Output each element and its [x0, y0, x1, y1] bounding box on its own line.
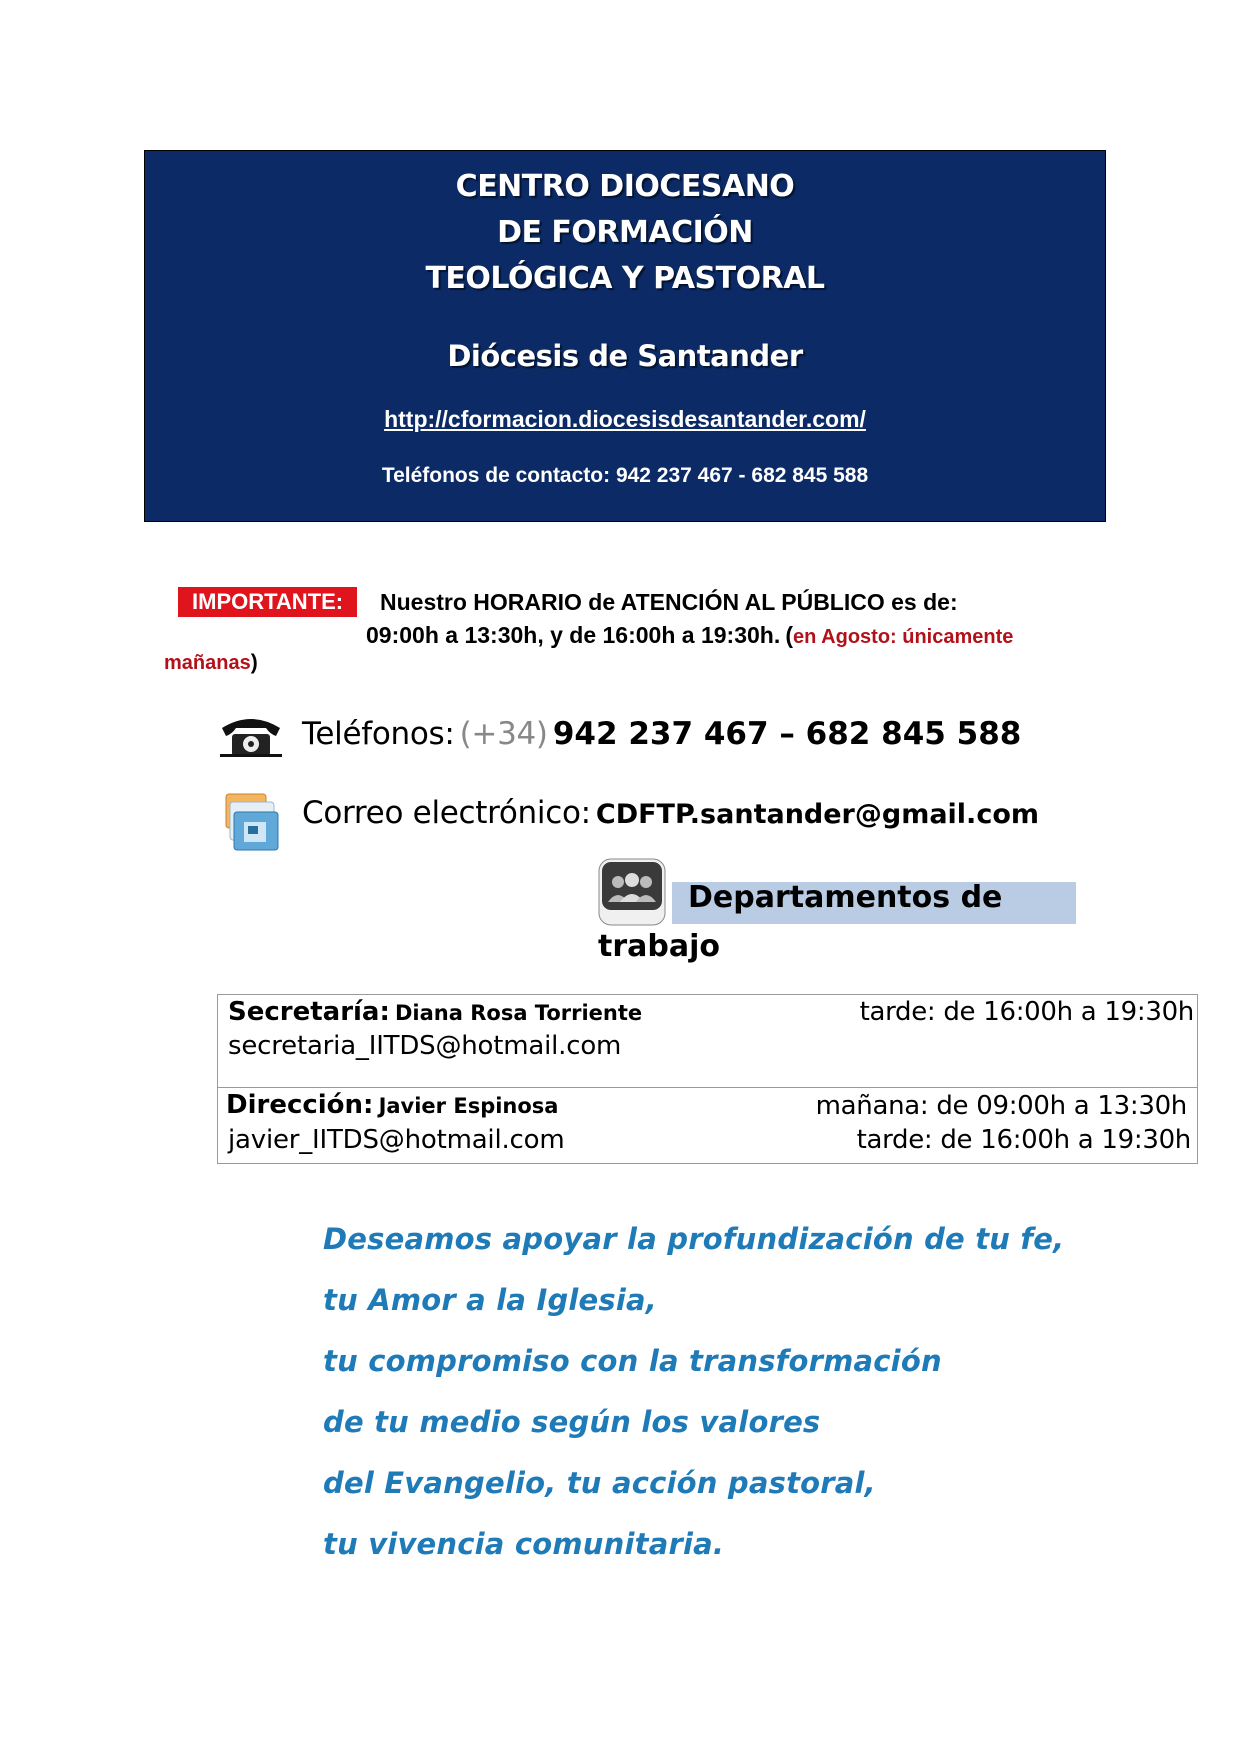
- department-role: Dirección:: [226, 1090, 374, 1120]
- phone-label: Teléfonos:: [302, 716, 455, 752]
- important-badge: IMPORTANTE:: [178, 587, 357, 617]
- department-role: Secretaría:: [228, 997, 390, 1027]
- email-label: Correo electrónico:: [302, 795, 591, 831]
- quote-line-3: tu compromiso con la transformación: [323, 1344, 942, 1378]
- phone-prefix: (+34): [459, 716, 548, 752]
- department-person: Diana Rosa Torriente: [394, 1001, 643, 1025]
- quote-line-2: tu Amor a la Iglesia,: [323, 1283, 658, 1317]
- note-open-paren: (: [785, 622, 793, 648]
- departments-title: Departamentos de: [688, 880, 1003, 915]
- email-line: [302, 795, 1039, 831]
- department-email[interactable]: javier_IITDS@hotmail.com: [228, 1125, 565, 1155]
- quote-line-1: Deseamos apoyar la profundización de tu fe,: [323, 1222, 1065, 1256]
- department-hours-morning: mañana: de 09:00h a 13:30h: [815, 1091, 1187, 1121]
- department-hours-afternoon: tarde: de 16:00h a 19:30h: [856, 1125, 1191, 1155]
- table-row-divider: [218, 1087, 1197, 1088]
- department-email[interactable]: secretaria_IITDS@hotmail.com: [228, 1031, 622, 1061]
- header-diocese: Diócesis de Santander: [447, 339, 803, 373]
- phone-value: 942 237 467 – 682 845 588: [552, 716, 1022, 752]
- note-close-paren: ): [250, 651, 258, 674]
- departments-table: [217, 994, 1198, 1164]
- email-value[interactable]: CDFTP.santander@gmail.com: [595, 799, 1040, 830]
- mail-app-icon: [222, 792, 284, 852]
- quote-line-6: tu vivencia comunitaria.: [323, 1527, 725, 1561]
- department-person: Javier Espinosa: [378, 1094, 559, 1118]
- header-title-line-2: DE FORMACIÓN: [497, 215, 753, 250]
- department-hours: tarde: de 16:00h a 19:30h: [859, 997, 1194, 1027]
- schedule-line-2: [366, 620, 1013, 653]
- departments-title-cont: trabajo: [598, 929, 720, 964]
- header-banner: [144, 150, 1106, 522]
- header-url-link[interactable]: http://cformacion.diocesisdesantander.com/: [384, 406, 866, 432]
- header-title-line-1: CENTRO DIOCESANO: [455, 169, 795, 204]
- table-row: [226, 1090, 558, 1120]
- quote-line-5: del Evangelio, tu acción pastoral,: [323, 1466, 876, 1500]
- group-people-icon: [598, 858, 666, 926]
- schedule-line-3: [164, 648, 258, 679]
- schedule-line-1: Nuestro HORARIO de ATENCIÓN AL PÚBLICO es de:: [380, 589, 958, 615]
- august-note: en Agosto: únicamente: [793, 626, 1014, 648]
- header-title-line-3: TEOLÓGICA Y PASTORAL: [425, 261, 825, 296]
- table-row: [228, 997, 642, 1027]
- phone-line: [302, 716, 1021, 752]
- telephone-icon: [218, 712, 284, 758]
- august-note-cont: mañanas: [164, 652, 251, 674]
- quote-line-4: de tu medio según los valores: [323, 1405, 821, 1439]
- header-phones: Teléfonos de contacto: 942 237 467 - 682 845 588: [381, 464, 869, 487]
- schedule-hours: 09:00h a 13:30h, y de 16:00h a 19:30h.: [366, 622, 781, 648]
